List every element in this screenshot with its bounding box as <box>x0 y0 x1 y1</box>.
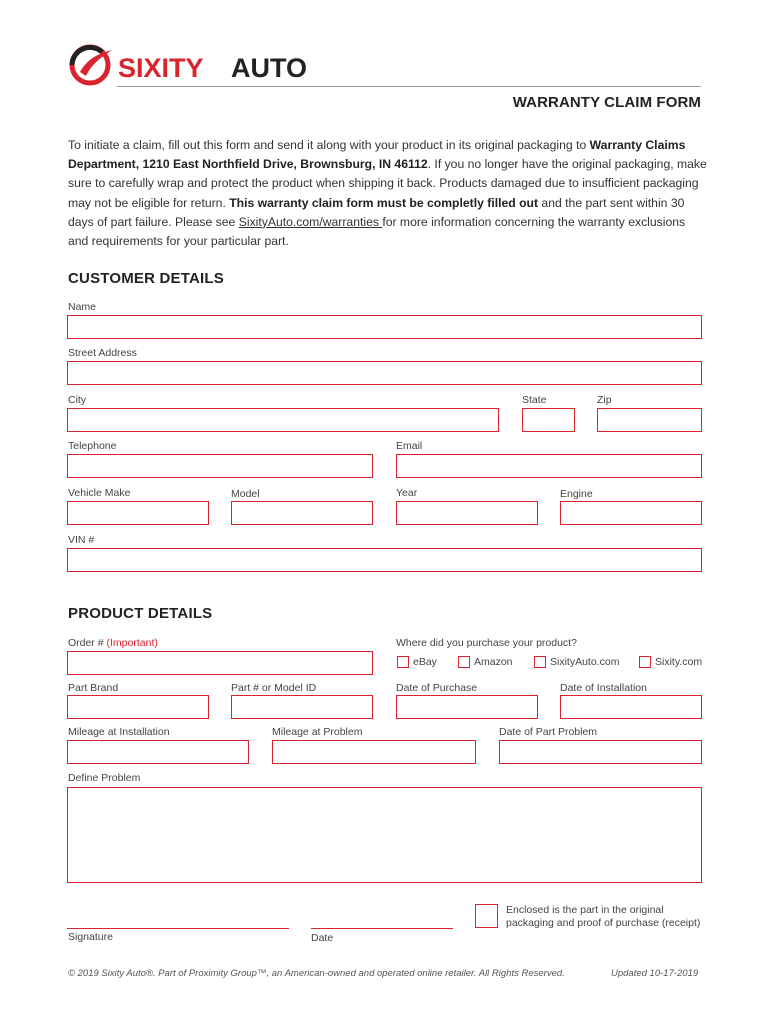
signature-label: Signature <box>68 931 113 943</box>
define-problem-label: Define Problem <box>68 772 141 784</box>
name-field[interactable] <box>67 315 702 339</box>
mileage-problem-label: Mileage at Problem <box>272 726 363 738</box>
mileage-problem-field[interactable] <box>272 740 476 764</box>
part-number-field[interactable] <box>231 695 373 719</box>
enclosed-label: Enclosed is the part in the original packaging and proof of purchase (receipt) <box>506 904 701 929</box>
logo-text-auto: AUTO <box>231 53 308 83</box>
part-number-label: Part # or Model ID <box>231 682 317 694</box>
part-brand-label: Part Brand <box>68 682 119 694</box>
ebay-label: eBay <box>413 656 437 668</box>
year-label: Year <box>396 487 418 499</box>
date-line[interactable] <box>311 928 453 929</box>
amazon-label: Amazon <box>474 656 513 668</box>
email-label: Email <box>396 440 423 452</box>
define-problem-textarea[interactable] <box>67 787 702 883</box>
warranties-link[interactable]: SixityAuto.com/warranties <box>238 214 383 229</box>
telephone-label: Telephone <box>68 440 117 452</box>
amazon-checkbox[interactable] <box>458 656 470 668</box>
form-title: WARRANTY CLAIM FORM <box>512 94 701 111</box>
enclosed-checkbox[interactable] <box>475 904 498 928</box>
zip-field[interactable] <box>597 408 702 432</box>
year-field[interactable] <box>396 501 538 525</box>
zip-label: Zip <box>597 394 612 406</box>
wheel-icon <box>72 47 112 83</box>
sixityauto-label: SixityAuto.com <box>550 656 620 668</box>
vehicle-make-field[interactable] <box>67 501 209 525</box>
intro-paragraph: To initiate a claim, fill out this form and send it along with your product in its original packaging to Warranty Claims Department, 1210 East Northfield Drive, Brownsburg, IN 46112. If you no longer have the original packaging, make sure to carefully wrap and protect the product when shipping it back. Products damaged due to insufficient packaging may not be eligible for return. This warranty claim form must be completly filled out and the part sent within 30 days of part failure. Please see SixityAuto.com/warranties for more information concerning the warranty exclusions and requirements for your particular part. <box>68 138 707 249</box>
product-details-heading: PRODUCT DETAILS <box>68 605 213 622</box>
order-important-note: (Important) <box>106 637 158 649</box>
installation-date-field[interactable] <box>560 695 702 719</box>
street-field[interactable] <box>67 361 702 385</box>
date-label: Date <box>311 932 334 944</box>
vehicle-make-label: Vehicle Make <box>68 487 131 499</box>
vin-field[interactable] <box>67 548 702 572</box>
sixity-auto-logo <box>66 44 341 86</box>
copyright-text: © 2019 Sixity Auto®. Part of Proximity Group™, an American-owned and operated online retailer. All Rights Reserved. <box>68 968 565 979</box>
purchase-date-field[interactable] <box>396 695 538 719</box>
order-label: Order # (Important) <box>68 637 158 649</box>
sixity-label: Sixity.com <box>655 656 703 668</box>
state-label: State <box>522 394 547 406</box>
logo-text-sixity: SIXITY <box>118 53 204 83</box>
sixity-checkbox[interactable] <box>639 656 651 668</box>
part-brand-field[interactable] <box>67 695 209 719</box>
street-label: Street Address <box>68 347 137 359</box>
purchase-source-label: Where did you purchase your product? <box>396 637 577 649</box>
mileage-install-field[interactable] <box>67 740 249 764</box>
sixityauto-checkbox[interactable] <box>534 656 546 668</box>
problem-date-label: Date of Part Problem <box>499 726 598 738</box>
customer-details-heading: CUSTOMER DETAILS <box>68 270 224 287</box>
engine-field[interactable] <box>560 501 702 525</box>
problem-date-field[interactable] <box>499 740 702 764</box>
ebay-checkbox[interactable] <box>397 656 409 668</box>
order-number-field[interactable] <box>67 651 373 675</box>
model-field[interactable] <box>231 501 373 525</box>
updated-date: Updated 10-17-2019 <box>611 968 699 979</box>
email-field[interactable] <box>396 454 702 478</box>
header-divider <box>117 86 701 87</box>
engine-label: Engine <box>560 488 593 500</box>
mileage-install-label: Mileage at Installation <box>68 726 170 738</box>
purchase-date-label: Date of Purchase <box>396 682 478 694</box>
vin-label: VIN # <box>68 534 95 546</box>
state-field[interactable] <box>522 408 575 432</box>
telephone-field[interactable] <box>67 454 373 478</box>
model-label: Model <box>231 488 260 500</box>
city-field[interactable] <box>67 408 499 432</box>
city-label: City <box>68 394 87 406</box>
name-label: Name <box>68 301 97 313</box>
installation-date-label: Date of Installation <box>560 682 647 694</box>
signature-line[interactable] <box>67 928 289 929</box>
